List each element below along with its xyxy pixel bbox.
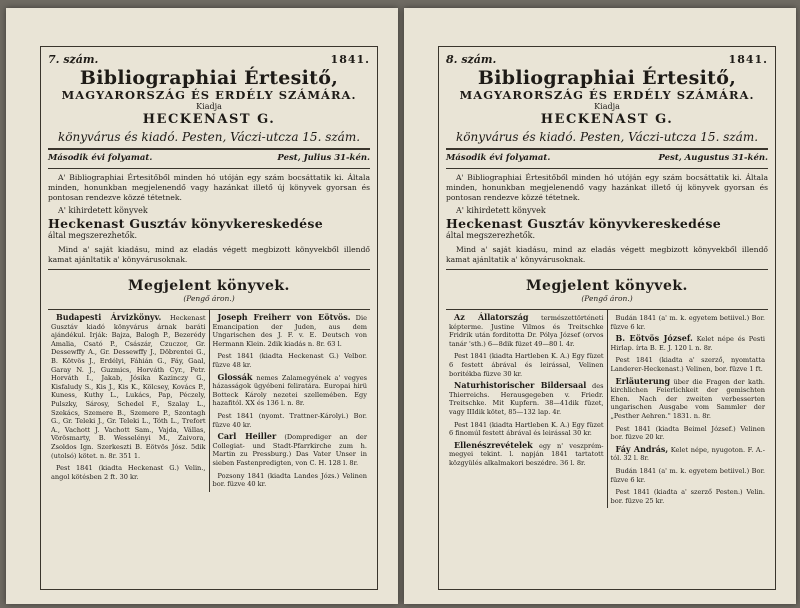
issue-7-frame [40,46,378,590]
closing-paragraph: Mind a' saját kiadásu, mind az eladás végett megbizott könyvekből illendő kamat ajánltatik a' könyvárusoknak. [446,245,768,264]
book-column-right [209,310,371,492]
book-entry [611,424,766,442]
book-entry-head: Glossák [217,371,253,382]
books-heading: Megjelent könyvek. [128,278,290,294]
bookstore-name: Heckenast Gusztáv könyvkereskedése [48,216,324,231]
book-entry [51,463,206,481]
publisher-name: HECKENAST G. [540,112,674,127]
book-entry-text: Pest 1841 (kiadta Hartleben K. A.) Egy füzet 6 festett ábrával és leirással, Velinen boritékba füzve 30 kr. [449,352,604,378]
availability-note: által megszerezhetők. [446,231,535,240]
book-entry [449,313,604,348]
book-entry [449,381,604,416]
book-entry [213,351,368,369]
book-entry-head: Fáy András, [615,443,669,454]
announced-books-label: A' kihirdetett könyvek [58,206,148,215]
book-entry-head: Ellenészrevételek [454,439,533,450]
journal-subtitle: MAGYARORSZÁG ÉS ERDÉLY SZÁMÁRA. [459,88,755,102]
book-column-left [446,310,607,508]
book-entry-head: Budapesti Árvizkönyv. [56,312,162,322]
issue-year: 1841. [330,53,370,66]
book-entry-text: egy n' veszprém-megyei tekint. l. napján 1841 tartatott közgyülés alkalmakori beszédre. 36 l. 8r. [449,441,604,467]
dateline [446,153,768,164]
issue-7-toprow [48,53,370,66]
book-entry-text: természettörténeti képterme. Justine Vilmos és Treitschke Fridrik után forditotta Dr. Pólya József (orvos tanár 'sth.) 6—8dik füzet 49—80 l. 4r. [449,314,604,348]
book-columns [446,309,768,508]
issue-7-page [6,8,398,604]
book-entry [213,411,368,429]
book-entry [611,445,766,463]
book-entry-head: B. Eötvös József. [615,333,693,344]
book-entry [449,351,604,378]
book-entry-text: Pest 1841 (kiadta Heckenast G.) Velbor. füzve 48 kr. [212,352,367,369]
series-label: Második évi folyamat. [446,153,551,163]
announced-books-label: A' kihirdetett könyvek [456,206,546,215]
book-entry-text: Die Emancipation der Juden, aus dem Ungarischen des J. F. v. E. Deutsch von Hermann Klein. 2dik kiadás n. 8r. 63 l. [212,314,367,348]
issue-date: Pest, Augustus 31-kén. [658,153,768,163]
book-entry-text: Heckenast Gusztáv kiadó könyvárus árnak baráti ajándékul. Irják: Bajza, Balogh P., Bezerédy Amalia, Csató P., Császár, Czuczor, Gr. Dessewffy A., Gr. Dessewffy J., Döbrentei G., B. Kötvös J., Erdélyi, Fáhián G., Fáy, Gaal, Garay N. J., Guzmics, Horváth Cyr., Petr. Horváth I., Jakab, Jósika Kazinczy G., Kisfaludy S., Kis J., Kis K., Kölcsey, Kovács P., Kuness, Kuthy L., Lukács, Pap, Péczely, Pulszky, Sárosy, Schedel F., Szalay L., Szekács, Szemere B., Szemere P., Szontagh G., Gr. Teleki J., Gr. Teleki L., Tóth L., Trefort A., Vachott J. Vachott Sam., Vajda, Vállas, Vörösmarty, B. Wesselényi M., Zaivora, Zsoldos Ign. Szerkeszti B. Eötvös Jósz. 5dik (utolsó) kötet. n. 8r. 351 1. [51,314,206,460]
publisher-prefix: Kiadja [594,102,620,111]
book-entry-text: des Thierreichs. Herausgegeben v. Friedr. Treitschke. Mit Kupfern. 38—41dik füzet, vagy IIIdik kötet, 85—132 lap. 4r. [449,382,604,416]
intro-paragraph: A' Bibliographiai Értesitőből minden hó utóján egy szám bocsáttatik ki. Általa minden, honunkban megjelenendő vagy hazánkat illető új könyvek gyorsan és pontosan rendezve közzé tétetnek. [446,173,768,202]
book-entry [611,466,766,484]
book-entry [213,471,368,489]
book-column-right [607,310,769,508]
book-entry-text: nemes Zalamegyének a' vegyes házasságok ügyébeni feliratára. Europai hirü Botteck Károly nezetei szellemében. Egy hazafitól. XX és 136 l. n. 8r. [212,373,367,408]
book-entry [449,420,604,438]
book-entry [449,441,604,468]
book-entry-text: Pest 1841 (kiadta a' szerző, nyomtatta Landerer-Heckenast.) Velinen, bor. füzve 1 ft. [610,356,765,373]
book-entry-head: Joseph Freiherr von Eötvös. [217,312,351,322]
book-entry-text: Pest 1841 (kiadta Beimel József.) Velinen bor. füzve 20 kr. [610,424,765,442]
book-entry-head: Az Állatország [454,312,529,322]
book-column-left [48,310,209,492]
publisher-prefix: Kiadja [196,102,222,111]
closing-paragraph: Mind a' saját kiadásu, mind az eladás végett megbizott könyvekből illendő kamat ajánltatik a' könyvárusoknak. [48,245,370,264]
book-entry [611,355,766,373]
book-entry [611,487,766,505]
dateline [48,153,370,164]
book-columns [48,309,370,492]
book-entry-text: Pest 1841 (kiadta a' szerző Pesten.) Velin. bor. füzve 25 kr. [610,488,765,505]
book-entry-text: über die Fragen der kath. kirchlichen Feierlichkeit der gemischten Ehen. Nach der zweiten verbesserten ungarischen Ausgabe vom Sammler der „Pesther Aehren." 1831. n. 8r. [610,377,765,420]
book-entry [213,313,368,348]
book-entry-text: Kelet népe, nyugoton. F. A.-tól. 32 l. 8r. [610,445,765,463]
issue-8-frame [438,46,776,590]
book-entry [213,373,368,408]
divider [446,168,768,169]
book-entry [611,313,766,331]
book-entry-text: Pest 1841 (kiadta Hartleben K. A.) Egy füzet 6 finomúl festett ábrával és leirással 30 kr. [449,420,604,438]
issue-number: 8. szám. [446,53,497,66]
journal-title: Bibliographiai Értesitő, [79,67,339,89]
book-entry-head: Carl Heiller [217,431,277,442]
journal-subtitle: MAGYARORSZÁG ÉS ERDÉLY SZÁMÁRA. [61,88,357,102]
bookstore-name: Heckenast Gusztáv könyvkereskedése [446,216,722,231]
book-entry [611,334,766,352]
publisher-address: könyvárus és kiadó. Pesten, Váczi-utcza 15. szám. [57,130,361,144]
book-entry-text: Budán 1841 (a' m. k. egyetem betiivel.) Bor. füzve 6 kr. [610,466,765,484]
price-note: (Pengő áron.) [183,294,235,303]
divider [48,168,370,169]
issue-date: Pest, Julius 31-kén. [277,153,370,163]
book-entry-head: Naturhistorischer Bildersaal [454,380,587,391]
divider [446,148,768,150]
book-entry-text: Budán 1841 (a' m. k. egyetem betiivel.) Bor. füzve 6 kr. [610,314,765,331]
book-entry-text: Pest 1841 (nyomt. Trattner-Károlyi.) Bor. füzve 40 kr. [212,411,367,429]
book-entry-text: Pest 1841 (kiadta Heckenast G.) Velin., angol kötésben 2 ft. 30 kr. [51,464,206,481]
book-entry [213,432,368,467]
book-entry-text: (Domprediger an der Collegiat- und Stadt-Pfarrkirche zum h. Martin zu Pressburg.) Das Vater Unser in sieben Fastenpredigten, von C. H. 128 l. 8r. [212,433,367,467]
book-entry [611,377,766,421]
issue-8-page [404,8,796,604]
books-heading: Megjelent könyvek. [526,278,688,294]
issue-number: 7. szám. [48,53,99,66]
divider [48,269,370,270]
publisher-address: könyvárus és kiadó. Pesten, Váczi-utcza 15. szám. [455,130,759,144]
series-label: Második évi folyamat. [48,153,153,163]
journal-title: Bibliographiai Értesitő, [477,67,737,89]
intro-paragraph: A' Bibliographiai Értesitőből minden hó utóján egy szám bocsáttatik ki. Általa minden, honunkban megjelenendő vagy hazánkat illető új könyvek gyorsan és pontosan rendezve közzé tétetnek. [48,173,370,202]
availability-note: által megszerezhetők. [48,231,137,240]
issue-year: 1841. [728,53,768,66]
price-note: (Pengő áron.) [581,294,633,303]
book-entry-text: Kelet népe és Pesti Hirlap. írta B. E. J. 120 l. n. 8r. [610,335,765,352]
book-entry-text: Pozsony 1841 (kiadta Landes Józs.) Velinen bor. füzve 40 kr. [212,471,367,489]
issue-8-toprow [446,53,768,66]
book-entry-head: Erläuterung [615,375,671,386]
divider [48,148,370,150]
book-entry [51,313,206,460]
divider [446,269,768,270]
publisher-name: HECKENAST G. [142,112,276,127]
